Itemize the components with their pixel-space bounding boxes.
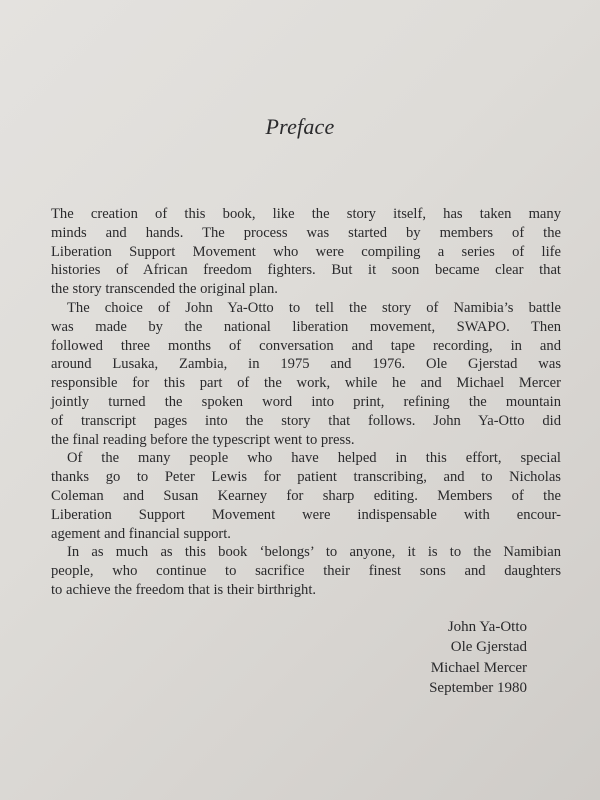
author-name: John Ya-Otto [447, 619, 527, 635]
text-line: minds and hands. The process was started by members of the [51, 224, 561, 241]
paragraph-3 [51, 449, 561, 543]
text-line: of transcript pages into the story that follows. John Ya-Otto did [51, 412, 561, 429]
text-line: Liberation Support Movement were indispensable with encour- [51, 506, 561, 523]
text-line: the final reading before the typescript went to press. [51, 431, 355, 448]
text-line: Coleman and Susan Kearney for sharp editing. Members of the [51, 487, 561, 504]
text-line: thanks go to Peter Lewis for patient transcribing, and to Nicholas [51, 469, 561, 486]
text-line: was made by the national liberation movement, SWAPO. Then [51, 318, 561, 335]
text-line: to achieve the freedom that is their birthright. [51, 581, 317, 598]
page-title: Preface [265, 114, 335, 139]
author-name: Ole Gjerstad [450, 639, 527, 656]
text-line: Liberation Support Movement who were compiling a series of life [51, 243, 561, 260]
text-line: the story transcended the original plan. [51, 281, 278, 298]
preface-body [51, 205, 561, 600]
text-line: histories of African freedom fighters. But it soon became clear that [51, 262, 561, 279]
paragraph-1 [51, 205, 561, 299]
author-name: Michael Mercer [430, 659, 527, 676]
text-line: around Lusaka, Zambia, in 1975 and 1976. Ole Gjerstad was [51, 356, 561, 373]
text-line: Of the many people who have helped in this effort, special [67, 450, 561, 467]
text-line: people, who continue to sacrifice their finest sons and daughters [51, 563, 561, 580]
text-line: agement and financial support. [51, 525, 231, 542]
paragraph-4 [51, 543, 561, 599]
text-line: followed three months of conversation and tape recording, in and [51, 337, 561, 354]
text-line: The choice of John Ya-Otto to tell the story of Namibia’s battle [67, 299, 561, 316]
text-line: responsible for this part of the work, while he and Michael Mercer [51, 375, 561, 392]
text-line: The creation of this book, like the story itself, has taken many [51, 206, 561, 222]
paragraph-2 [51, 299, 561, 449]
signature-block [429, 617, 527, 698]
text-line: jointly turned the spoken word into print, refining the mountain [51, 393, 561, 410]
signature-date: September 1980 [429, 679, 527, 696]
text-line: In as much as this book ‘belongs’ to anyone, it is to the Namibian [67, 544, 561, 561]
